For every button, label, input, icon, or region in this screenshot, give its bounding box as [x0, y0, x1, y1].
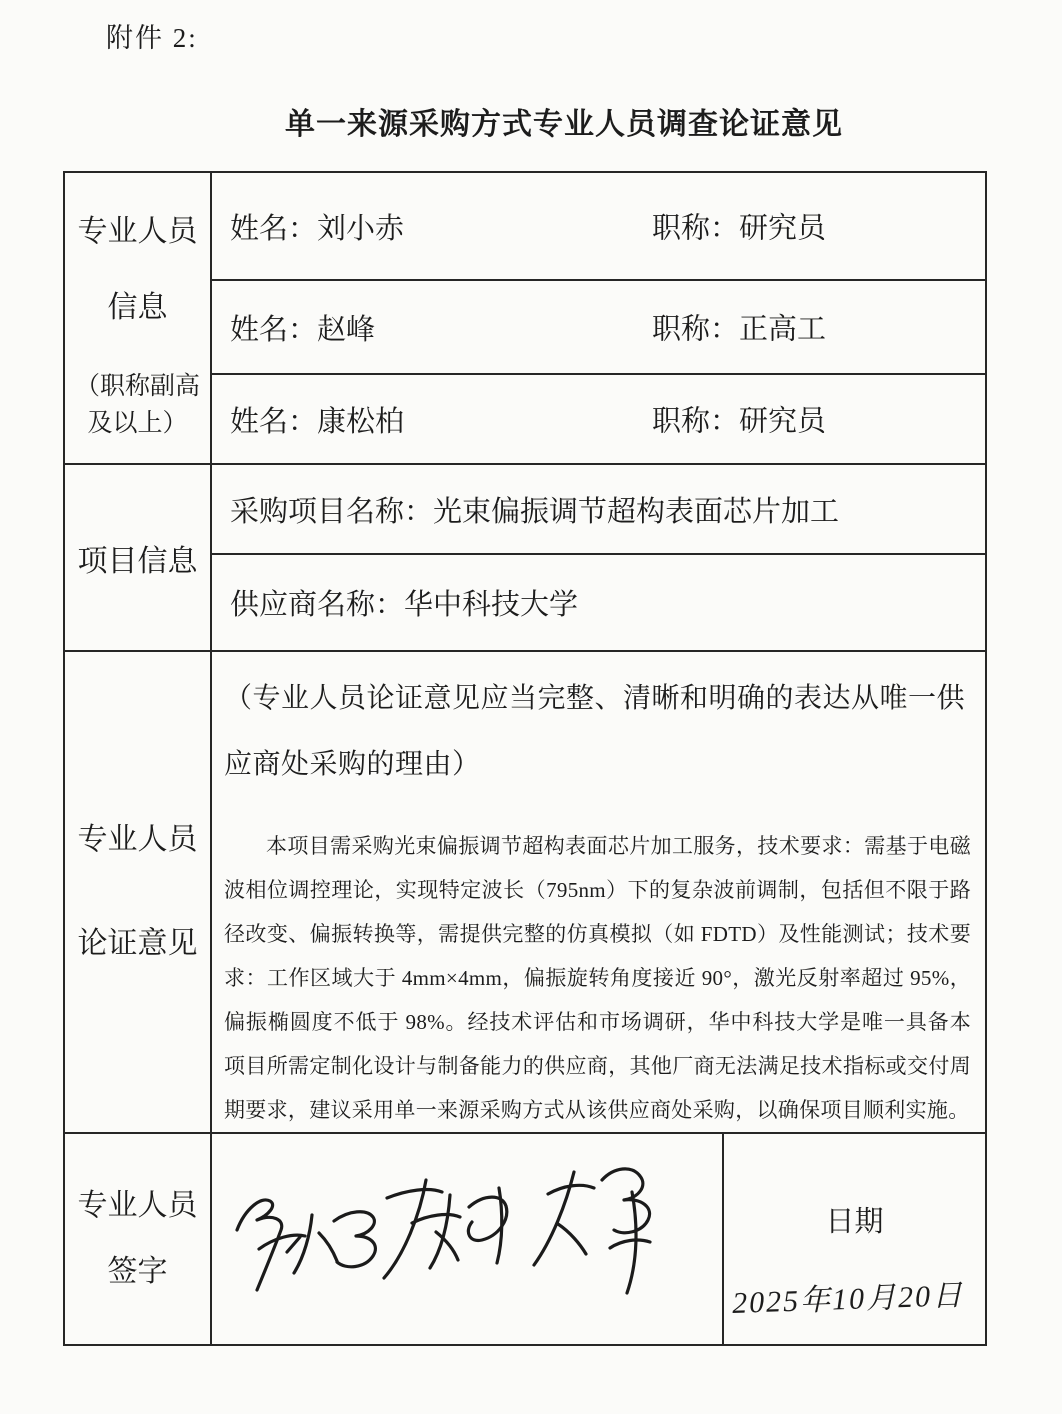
title-field-2 [652, 307, 826, 348]
form-table [63, 171, 987, 1346]
opinion-content-cell [211, 651, 986, 1133]
title-value: 研究员 [739, 212, 827, 245]
handwritten-date: 2025年10月20日 [731, 1278, 965, 1320]
signature-zhao-feng [534, 1169, 650, 1293]
personnel-info-label [65, 194, 210, 346]
attachment-label: 附件 2: [106, 23, 198, 53]
name-value: 康松柏 [317, 405, 405, 438]
date-cell [723, 1133, 986, 1345]
supplier-name-cell [211, 554, 986, 651]
signature-header-cell [64, 1133, 211, 1345]
personnel-label-line-1: 专业人员 [77, 215, 198, 248]
personnel-cell-3 [211, 374, 986, 464]
name-field-3 [212, 406, 404, 438]
signature-liu-xiaochi [237, 1200, 375, 1290]
personnel-label-line-2: 信息 [107, 291, 168, 324]
personnel-info-note [65, 368, 210, 442]
supplier-name-label: 供应商名称： [230, 589, 405, 621]
title-label: 职称： [652, 313, 740, 346]
title-value: 正高工 [739, 313, 827, 346]
signature-kang-songbai [384, 1180, 507, 1278]
name-value: 刘小赤 [317, 212, 405, 245]
title-field-1 [652, 206, 826, 247]
name-field-1 [212, 213, 404, 245]
name-label: 姓名： [230, 405, 318, 438]
opinion-header-cell [64, 651, 211, 1133]
project-row-1 [64, 464, 986, 554]
title-field-3 [652, 399, 826, 440]
opinion-body-text: 本项目需采购光束偏振调节超构表面芯片加工服务，技术要求：需基于电磁波相位调控理论，实现特定波长（795nm）下的复杂波前调制，包括但不限于路径改变、偏振转换等，需提供完整的仿真模拟（如 FDTD）及性能测试；技术要求：工作区域大于 4mm×4mm，偏振旋转角度接近 90°，激光反射率超过 95%，偏振椭圆度不低于 98%。经技术评估和市场调研，华中科技大学是唯一具备本项目所需定制化设计与制备能力的供应商，其他厂商无法满足技术指标或交付周期要求，建议采用单一来源采购方式从该供应商处采购，以确保项目顺利实施。 [224, 834, 971, 1122]
personnel-row-1 [64, 172, 986, 280]
signature-row [64, 1133, 986, 1345]
document-title: 单一来源采购方式专业人员调查论证意见 [285, 108, 843, 141]
name-label: 姓名： [230, 212, 318, 245]
signatures-cell [211, 1133, 723, 1345]
name-field-2 [212, 314, 375, 346]
project-name-label: 采购项目名称： [230, 495, 434, 528]
opinion-row [64, 651, 986, 1133]
project-info-header-cell: 项目信息 [64, 464, 211, 651]
personnel-info-header-cell [64, 172, 211, 464]
name-label: 姓名： [230, 313, 318, 346]
title-value: 研究员 [739, 405, 827, 438]
opinion-label-line-1: 专业人员 [77, 823, 198, 856]
project-name-cell [211, 464, 986, 554]
personnel-cell-1 [211, 172, 986, 280]
title-label: 职称： [652, 405, 740, 438]
name-value: 赵峰 [317, 313, 376, 346]
signature-label-line-2: 签字 [107, 1255, 168, 1288]
signature-label-line-1: 专业人员 [77, 1189, 198, 1222]
personnel-note-line-2: 及以上） [87, 410, 188, 437]
personnel-cell-2 [211, 280, 986, 374]
signatures-handwriting [212, 1138, 720, 1344]
opinion-label-line-2: 论证意见 [77, 927, 198, 960]
date-label: 日期 [825, 1205, 884, 1238]
opinion-instruction: （专业人员论证意见应当完整、清晰和明确的表达从唯一供应商处采购的理由） [224, 683, 966, 780]
personnel-note-line-1: （职称副高 [74, 373, 200, 400]
title-label: 职称： [652, 212, 740, 245]
supplier-name-value: 华中科技大学 [404, 589, 579, 621]
project-name-value: 光束偏振调节超构表面芯片加工 [433, 495, 840, 528]
